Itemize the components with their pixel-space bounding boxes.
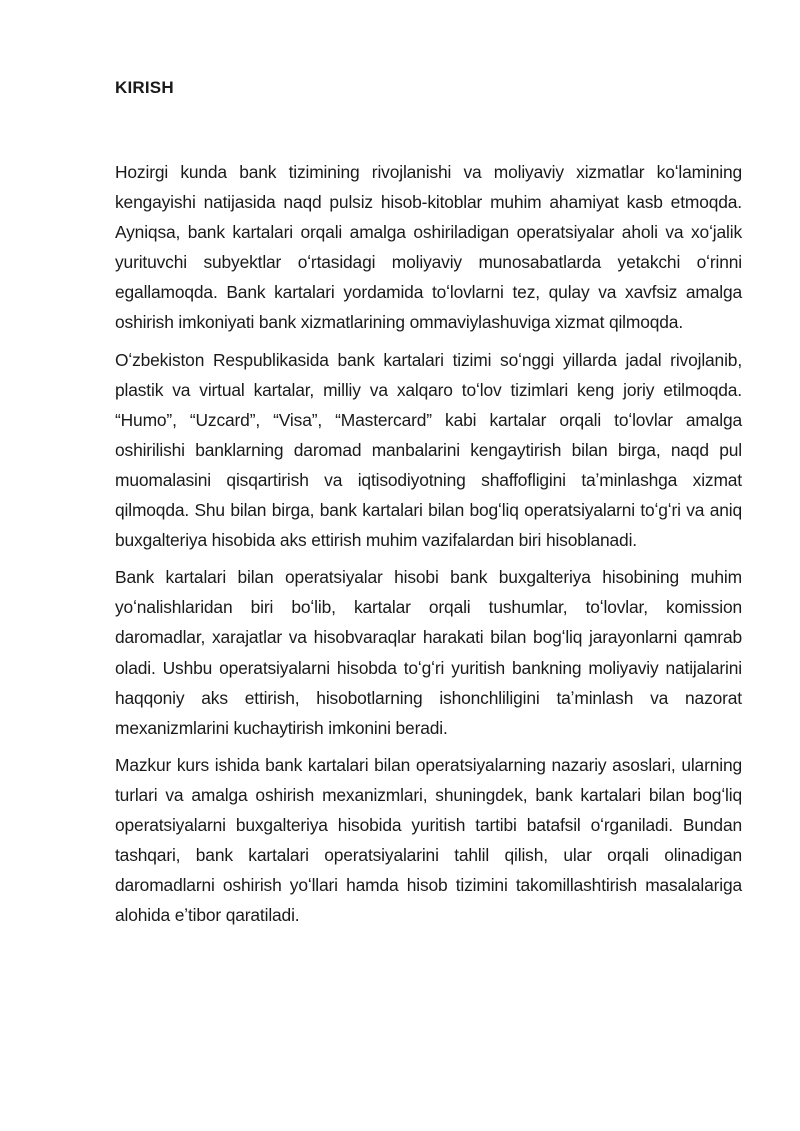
paragraph-2: Oʻzbekiston Respublikasida bank kartalari tizimi soʻnggi yillarda jadal rivojlanib, plastik va virtual kartalar, milliy va xalqaro toʻlov tizimlari keng joriy etilmoqda. “Humo”, “Uzcard”, “Visa”, “Mastercard” kabi kartalar orqali toʻlovlar amalga oshirilishi banklarning daromad manbalarini kengaytirish bilan birga, naqd pul muomalasini qisqartirish va iqtisodiyotning shaffofligini taʼminlashga xizmat qilmoqda. Shu bilan birga, bank kartalari bilan bogʻliq operatsiyalarni toʻgʻri va aniq buxgalteriya hisobida aks ettirish muhim vazifalardan biri hisoblanadi. <box>115 349 742 551</box>
section-body <box>115 157 742 937</box>
paragraph-3: Bank kartalari bilan operatsiyalar hisobi bank buxgalteriya hisobining muhim yoʻnalishlaridan biri boʻlib, kartalar orqali tushumlar, toʻlovlar, komission daromadlar, xarajatlar va hisobvaraqlar harakati bilan bogʻliq jarayonlarni qamrab oladi. Ushbu operatsiyalarni hisobda toʻgʻri yuritish bankning moliyaviy natijalarini haqqoniy aks ettirish, hisobotlarning ishonchliligini taʼminlash va nazorat mexanizmlarini kuchaytirish imkonini beradi. <box>115 567 742 738</box>
section-heading: KIRISH <box>115 78 174 97</box>
paragraph-4: Mazkur kurs ishida bank kartalari bilan operatsiyalarning nazariy asoslari, ularning turlari va amalga oshirish mexanizmlari, shuningdek, bank kartalari bilan bogʻliq operatsiyalarni buxgalteriya hisobida yuritish tartibi batafsil oʻrganiladi. Bundan tashqari, bank kartalari operatsiyalarini tahlil qilish, ular orqali olinadigan daromadlarni oshirish yoʻllari hamda hisob tizimini takomillashtirish masalalariga alohida eʼtibor qaratiladi. <box>115 754 742 926</box>
paragraph-1: Hozirgi kunda bank tizimining rivojlanishi va moliyaviy xizmatlar koʻlamining kengayishi natijasida naqd pulsiz hisob-kitoblar muhim ahamiyat kasb etmoqda. Ayniqsa, bank kartalari orqali amalga oshiriladigan operatsiyalar aholi va xoʻjalik yurituvchi subyektlar oʻrtasidagi moliyaviy munosabatlarda yetakchi oʻrinni egallamoqda. Bank kartalari yordamida toʻlovlarni tez, qulay va xavfsiz amalga oshirish imkoniyati bank xizmatlarining ommaviylashuviga xizmat qilmoqda. <box>115 162 742 333</box>
